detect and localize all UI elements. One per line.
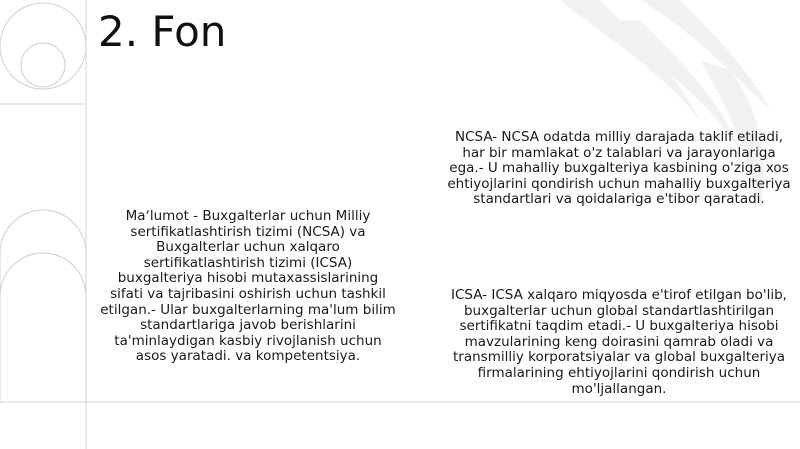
intro-paragraph: Maʻlumot - Buxgalterlar uchun Milliy sertifikatlashtirish tizimi (NCSA) va Buxgalterlar uchun xalqaro sertifikatlashtirish tizimi (ICSA) buxgalteriya hisobi mutaxassislarining sifati va tajribasini oshirish uchun tashkil etilgan.- Ular buxgalterlarning ma'lum bilim standartlariga javob berishlarini ta'minlaydigan kasbiy rivojlanish uchun asos yaratadi. va kompetentsiya.: [100, 208, 396, 365]
large-circle-outline: [0, 3, 86, 89]
arch-outline-upper: [0, 210, 86, 402]
small-circle-outline: [21, 43, 65, 87]
icsa-paragraph: ICSA- ICSA xalqaro miqyosda e'tirof etilgan bo'lib, buxgalterlar uchun global standartlashtirilgan sertifikatni taqdim etadi.- U buxgalteriya hisobi mavzularining keng doirasini qamrab oladi va transmilliy korporatsiyalar va global buxgalteriya firmalarining ehtiyojlarini qondirish uchun mo'ljallangan.: [451, 287, 787, 397]
arch-outline-lower: [0, 253, 86, 402]
slide-title: 2. Fon: [98, 7, 227, 56]
ncsa-paragraph: NCSA- NCSA odatda milliy darajada taklif etiladi, har bir mamlakat o'z talablari va jarayonlariga ega.- U mahalliy buxgalteriya kasbining o'ziga xos ehtiyojlarini qondirish uchun mahalliy buxgalteriya standartlari va qoidalariga e'tibor qaratadi.: [447, 129, 791, 208]
